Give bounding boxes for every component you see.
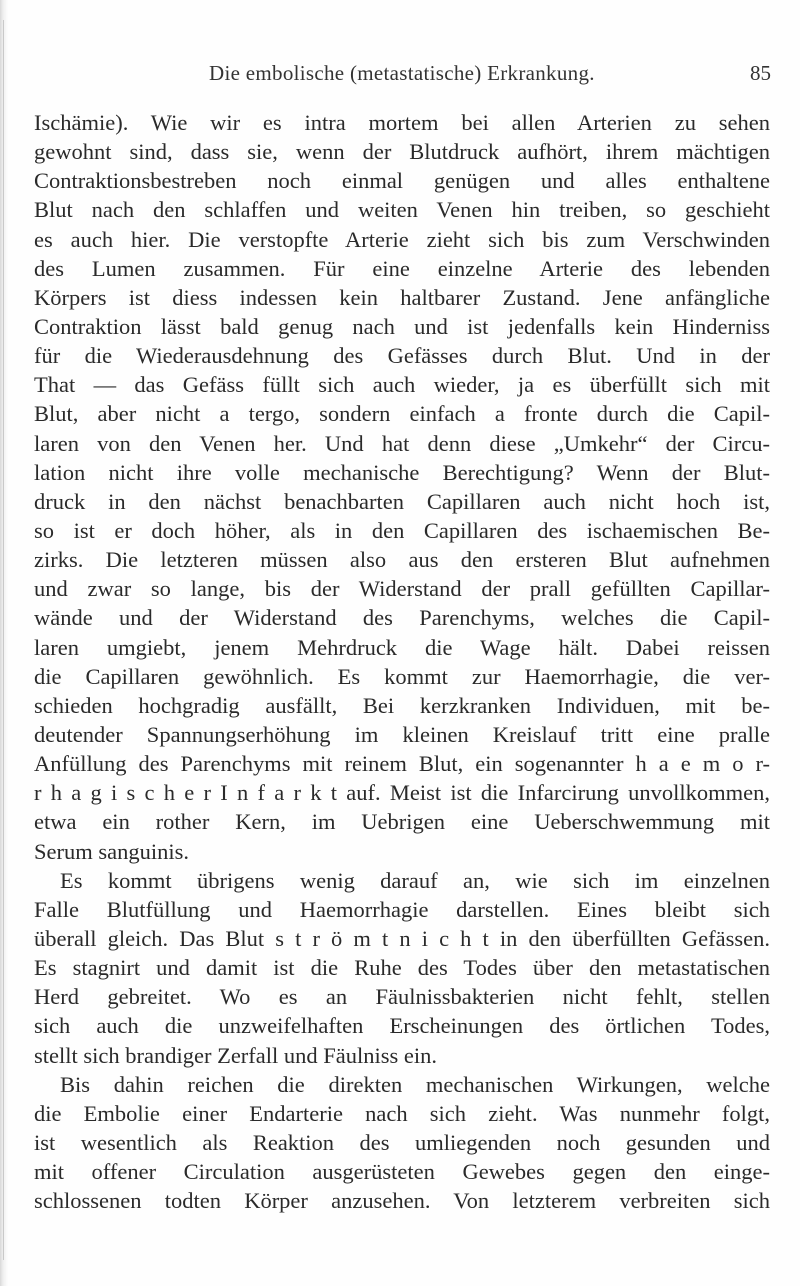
- text-line: etwa ein rother Kern, im Uebrigen eine Ueberschwemmung mit: [34, 809, 770, 835]
- text-line: für die Wiederausdehnung des Gefässes durch Blut. Und in der: [34, 343, 770, 369]
- text-line: so ist er doch höher, als in den Capillaren des ischaemischen Be-: [34, 517, 770, 543]
- text-line: Blut nach den schlaffen und weiten Venen hin treiben, so geschieht: [34, 197, 770, 223]
- text-line: es auch hier. Die verstopfte Arterie zieht sich bis zum Verschwinden: [34, 226, 770, 252]
- text-line: stellt sich brandiger Zerfall und Fäulniss ein.: [34, 1042, 438, 1068]
- text-line: Anfüllung des Parenchyms mit reinem Blut, ein sogenannter h a e m o r-: [34, 751, 770, 777]
- text-line: wände und der Widerstand des Parenchyms, welches die Capil-: [34, 605, 770, 631]
- text-line: Herd gebreitet. Wo es an Fäulnissbakterien nicht fehlt, stellen: [34, 984, 770, 1010]
- body-text: [34, 108, 770, 1215]
- text-line: That — das Gefäss füllt sich auch wieder, ja es überfüllt sich mit: [34, 372, 770, 398]
- text-line: überall gleich. Das Blut s t r ö m t n i c h t in den überfüllten Gefässen.: [34, 925, 770, 951]
- text-line: r h a g i s c h e r I n f a r k t auf. Meist ist die Infarcirung unvollkommen,: [34, 780, 770, 806]
- text-line: schlossenen todten Körper anzusehen. Von letzterem verbreiten sich: [34, 1188, 770, 1214]
- text-line: Körpers ist diess indessen kein haltbarer Zustand. Jene anfängliche: [34, 284, 770, 310]
- text-line: druck in den nächst benachbarten Capillaren auch nicht hoch ist,: [34, 488, 770, 514]
- text-line: lation nicht ihre volle mechanische Berechtigung? Wenn der Blut-: [34, 459, 770, 485]
- text-line: die Capillaren gewöhnlich. Es kommt zur Haemorrhagie, die ver-: [34, 663, 770, 689]
- page-number: 85: [750, 61, 771, 85]
- text-line: die Embolie einer Endarterie nach sich zieht. Was nunmehr folgt,: [34, 1100, 770, 1126]
- text-line: des Lumen zusammen. Für eine einzelne Arterie des lebenden: [34, 255, 770, 281]
- text-line: Blut, aber nicht a tergo, sondern einfach a fronte durch die Capil-: [34, 401, 770, 427]
- running-header: [0, 61, 800, 89]
- gutter-edge-line: [3, 20, 4, 1260]
- text-line: Bis dahin reichen die direkten mechanischen Wirkungen, welche: [60, 1071, 770, 1097]
- text-line: Es stagnirt und damit ist die Ruhe des Todes über den metastatischen: [34, 955, 770, 981]
- text-line: Contraktion lässt bald genug nach und ist jedenfalls kein Hinderniss: [34, 313, 770, 339]
- text-line: schieden hochgradig ausfällt, Bei kerzkranken Individuen, mit be-: [34, 692, 770, 718]
- text-line: mit offener Circulation ausgerüsteten Gewebes gegen den einge-: [34, 1159, 770, 1185]
- text-line: Es kommt übrigens wenig darauf an, wie sich im einzelnen: [60, 867, 770, 893]
- text-line: Ischämie). Wie wir es intra mortem bei allen Arterien zu sehen: [34, 110, 770, 135]
- text-line: laren umgiebt, jenem Mehrdruck die Wage hält. Dabei reissen: [34, 634, 770, 660]
- page-gutter-shadow: [0, 0, 8, 1286]
- text-line: ist wesentlich als Reaktion des umliegenden noch gesunden und: [34, 1129, 770, 1155]
- text-line: Serum sanguinis.: [34, 838, 189, 864]
- text-line: Falle Blutfüllung und Haemorrhagie darstellen. Eines bleibt sich: [34, 896, 770, 922]
- text-line: Contraktionsbestreben noch einmal genügen und alles enthaltene: [34, 168, 770, 194]
- text-line: und zwar so lange, bis der Widerstand der prall gefüllten Capillar-: [34, 576, 770, 602]
- text-line: laren von den Venen her. Und hat denn diese „Umkehr“ der Circu-: [34, 430, 770, 456]
- text-line: deutender Spannungserhöhung im kleinen Kreislauf tritt eine pralle: [34, 721, 770, 747]
- text-line: zirks. Die letzteren müssen also aus den ersteren Blut aufnehmen: [34, 547, 770, 573]
- running-title: Die embolische (metastatische) Erkrankung.: [209, 61, 595, 85]
- text-line: sich auch die unzweifelhaften Erscheinungen des örtlichen Todes,: [34, 1013, 770, 1039]
- text-line: gewohnt sind, dass sie, wenn der Blutdruck aufhört, ihrem mächtigen: [34, 139, 770, 165]
